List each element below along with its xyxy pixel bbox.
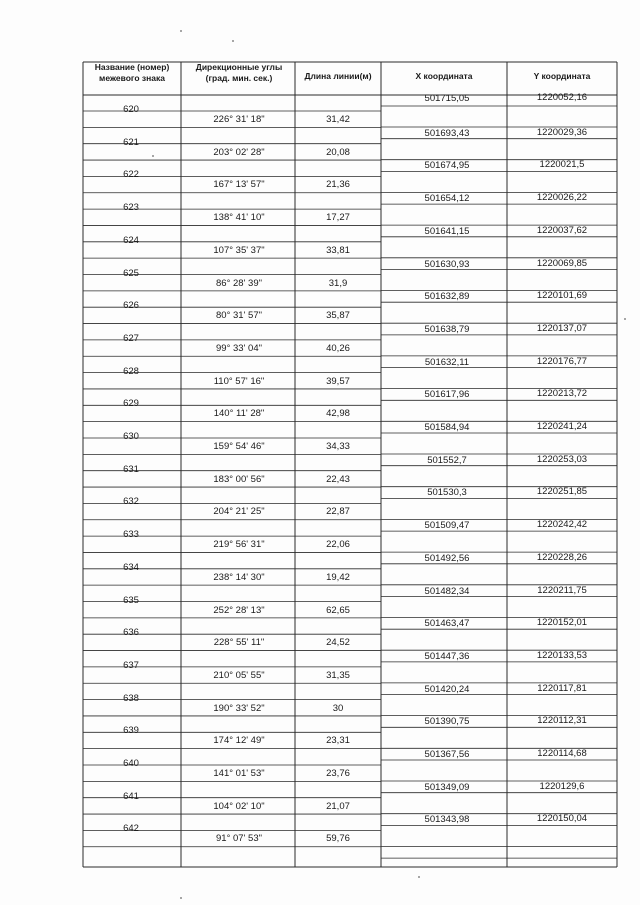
- point-y-coordinate: 1220101,69: [536, 290, 588, 302]
- scan-speck: [152, 155, 154, 157]
- point-x-coordinate: 501447,36: [424, 650, 470, 662]
- point-y-coordinate: 1220112,31: [537, 715, 587, 727]
- segment-length: 39,57: [326, 375, 350, 387]
- point-x-coordinate: 501349,09: [424, 781, 470, 793]
- point-x-coordinate: 501390,75: [424, 716, 470, 728]
- segment-length: 17,27: [326, 212, 350, 224]
- point-x-coordinate: 501638,79: [424, 323, 470, 335]
- segment-direction-angle: 219° 56' 31": [213, 539, 265, 551]
- segment-length: 62,65: [326, 604, 350, 616]
- point-name: 623: [123, 202, 139, 214]
- segment-direction-angle: 252° 28' 13": [213, 604, 265, 616]
- segment-length: 59,76: [326, 833, 350, 845]
- segment-direction-angle: 91° 07' 53": [216, 833, 262, 845]
- point-name: 625: [123, 267, 139, 279]
- point-name: 636: [123, 627, 139, 639]
- segment-length: 21,07: [326, 800, 350, 812]
- segment-length: 24,52: [326, 637, 350, 649]
- point-x-coordinate: 501632,11: [424, 356, 470, 368]
- segment-length: 19,42: [326, 571, 350, 583]
- segment-direction-angle: 210° 05' 55": [213, 669, 265, 681]
- header-name: Название (номер) межевого знака: [94, 62, 170, 83]
- point-y-coordinate: 1220021,5: [539, 159, 585, 171]
- segment-direction-angle: 80° 31' 57": [216, 310, 262, 322]
- point-x-coordinate: 501630,93: [424, 258, 470, 270]
- point-name: 630: [123, 431, 139, 442]
- point-name: 634: [123, 561, 139, 573]
- point-name: 631: [123, 463, 139, 475]
- segment-direction-angle: 174° 12' 49": [213, 735, 265, 747]
- segment-length: 21,36: [326, 179, 350, 191]
- point-y-coordinate: 1220242,42: [536, 519, 588, 531]
- segment-direction-angle: 99° 33' 04": [216, 342, 262, 354]
- point-y-coordinate: 1220052,16: [536, 92, 588, 103]
- point-name: 622: [123, 169, 139, 181]
- point-x-coordinate: 501420,24: [424, 683, 470, 695]
- point-name: 632: [123, 496, 139, 508]
- segment-length: 35,87: [326, 310, 350, 322]
- point-x-coordinate: 501641,15: [424, 225, 470, 237]
- scan-speck: [180, 897, 182, 899]
- point-y-coordinate: 1220129,6: [539, 780, 585, 792]
- point-y-coordinate: 1220176,77: [536, 355, 588, 367]
- scan-speck: [418, 876, 420, 878]
- point-name: 639: [123, 725, 139, 737]
- header-angle: Дирекционные углы (град. мин. сек.): [195, 62, 283, 83]
- segment-length: 22,87: [326, 506, 350, 518]
- point-x-coordinate: 501617,96: [424, 389, 470, 401]
- scan-speck: [624, 318, 626, 320]
- point-y-coordinate: 1220037,62: [536, 224, 588, 236]
- point-x-coordinate: 501482,34: [424, 585, 470, 597]
- segment-length: 34,33: [326, 441, 350, 452]
- point-name: 642: [123, 823, 139, 835]
- segment-direction-angle: 238° 14' 30": [213, 571, 265, 583]
- point-y-coordinate: 1220228,26: [536, 551, 588, 563]
- segment-length: 40,26: [326, 342, 350, 354]
- segment-length: 33,81: [326, 244, 350, 256]
- point-x-coordinate: 501492,56: [424, 552, 470, 564]
- segment-direction-angle: 167° 13' 57": [213, 179, 265, 191]
- segment-length: 23,76: [326, 768, 350, 779]
- segment-direction-angle: 203° 02' 28": [213, 146, 265, 158]
- point-x-coordinate: 501693,43: [424, 127, 470, 139]
- segment-direction-angle: 183° 00' 56": [213, 473, 265, 485]
- segment-length: 20,08: [326, 146, 350, 158]
- point-y-coordinate: 1220241,24: [536, 421, 588, 432]
- segment-length: 42,98: [326, 408, 350, 420]
- segment-direction-angle: 141° 01' 53": [213, 768, 265, 779]
- segment-length: 31,35: [326, 669, 350, 681]
- point-y-coordinate: 1220253,03: [536, 453, 588, 465]
- segment-direction-angle: 204° 21' 25": [213, 506, 265, 518]
- segment-direction-angle: 190° 33' 52": [213, 702, 265, 714]
- point-x-coordinate: 501530,3: [427, 487, 467, 499]
- point-name: 635: [123, 594, 139, 606]
- point-name: 638: [123, 692, 139, 704]
- point-name: 640: [123, 758, 139, 769]
- point-name: 624: [123, 234, 139, 246]
- segment-direction-angle: 104° 02' 10": [213, 800, 265, 812]
- point-y-coordinate: 1220211,75: [537, 584, 587, 596]
- point-x-coordinate: 501715,05: [424, 93, 470, 104]
- point-x-coordinate: 501654,12: [424, 193, 470, 205]
- point-y-coordinate: 1220152,01: [536, 617, 588, 629]
- segment-length: 31,9: [328, 277, 348, 289]
- segment-direction-angle: 140° 11' 28": [213, 408, 265, 420]
- segment-direction-angle: 138° 41' 10": [213, 212, 265, 224]
- point-y-coordinate: 1220029,36: [536, 126, 588, 138]
- segment-length: 23,31: [326, 735, 350, 747]
- segment-direction-angle: 107° 35' 37": [213, 244, 265, 256]
- segment-length: 30: [332, 702, 344, 714]
- point-name: 628: [123, 365, 139, 377]
- point-name: 633: [123, 529, 139, 541]
- segment-direction-angle: 110° 57' 16": [213, 375, 265, 387]
- point-y-coordinate: 1220150,04: [536, 813, 588, 825]
- point-y-coordinate: 1220026,22: [536, 192, 588, 204]
- segment-length: 22,06: [326, 539, 350, 551]
- segment-direction-angle: 226° 31' 18": [213, 114, 265, 125]
- point-y-coordinate: 1220114,68: [537, 748, 587, 759]
- header-length: Длина линии(м): [304, 71, 372, 81]
- header-y: Y координата: [533, 71, 591, 81]
- point-name: 641: [123, 790, 139, 802]
- header-x: X координата: [415, 71, 473, 81]
- point-name: 629: [123, 398, 139, 410]
- point-name: 637: [123, 659, 139, 671]
- point-y-coordinate: 1220213,72: [536, 388, 588, 400]
- point-name: 627: [123, 332, 139, 344]
- point-y-coordinate: 1220133,53: [536, 649, 588, 661]
- point-name: 626: [123, 300, 139, 312]
- point-x-coordinate: 501584,94: [424, 422, 470, 433]
- point-y-coordinate: 1220069,85: [536, 257, 588, 269]
- point-y-coordinate: 1220251,85: [536, 486, 588, 498]
- segment-direction-angle: 159° 54' 46": [213, 441, 265, 452]
- segment-direction-angle: 86° 28' 39": [216, 277, 262, 289]
- point-x-coordinate: 501343,98: [424, 814, 470, 826]
- point-x-coordinate: 501509,47: [424, 520, 470, 532]
- point-x-coordinate: 501367,56: [424, 749, 470, 760]
- point-name: 621: [123, 136, 139, 148]
- segment-length: 31,42: [326, 114, 350, 125]
- point-x-coordinate: 501632,89: [424, 291, 470, 303]
- point-y-coordinate: 1220117,81: [537, 682, 587, 694]
- point-x-coordinate: 501552,7: [427, 454, 467, 466]
- scan-speck: [180, 30, 182, 32]
- segment-direction-angle: 228° 55' 11": [213, 637, 265, 649]
- scan-speck: [232, 40, 234, 42]
- point-x-coordinate: 501674,95: [424, 160, 470, 172]
- point-x-coordinate: 501463,47: [424, 618, 470, 630]
- point-y-coordinate: 1220137,07: [536, 322, 588, 334]
- segment-length: 22,43: [326, 473, 350, 485]
- point-name: 620: [123, 104, 139, 115]
